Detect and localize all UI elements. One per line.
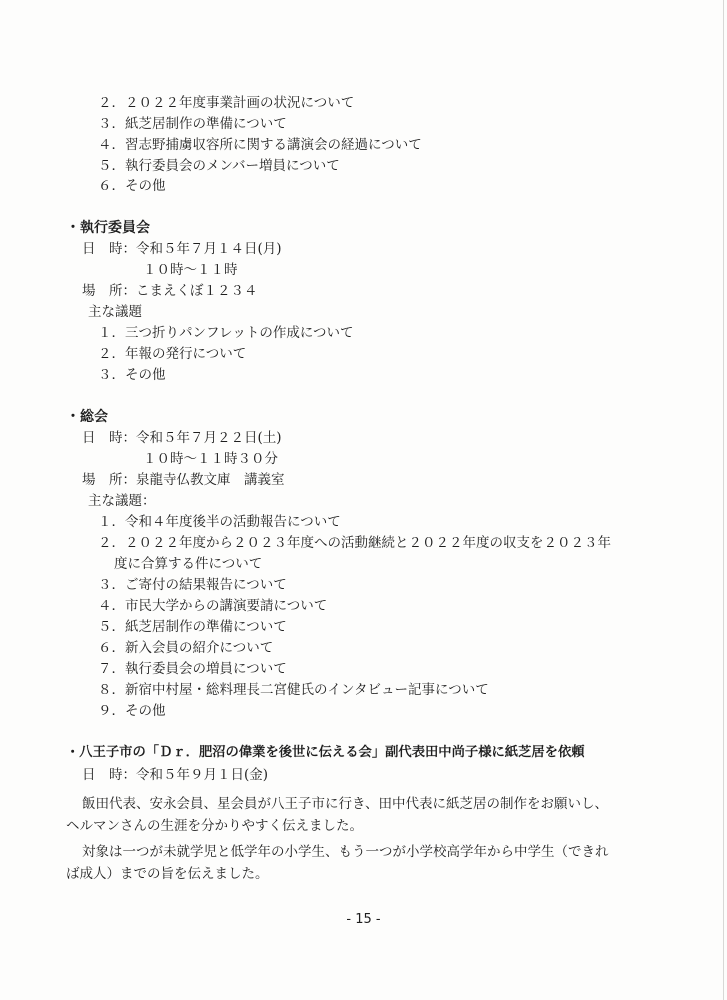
paragraph-line: ヘルマンさんの生涯を分かりやすく伝えました。 bbox=[66, 818, 363, 834]
list-item: ９．その他 bbox=[98, 703, 166, 719]
scan-edge bbox=[723, 0, 724, 1000]
list-item: ８．新宿中村屋・総料理長二宮健氏のインタビュー記事について bbox=[98, 682, 489, 698]
time-line: １０時～１１時 bbox=[143, 262, 238, 278]
list-item-continuation: 度に合算する件について bbox=[114, 556, 263, 572]
list-item: ７．執行委員会の増員について bbox=[98, 661, 287, 677]
list-item: ３．その他 bbox=[98, 367, 166, 383]
list-item: １．三つ折りパンフレットの作成について bbox=[98, 325, 354, 341]
paragraph-line: 対象は一つが未就学児と低学年の小学生、もう一つが小学校高学年から中学生（できれ bbox=[82, 844, 609, 860]
list-item: ６．新入会員の紹介について bbox=[98, 640, 274, 656]
page-number: - 15 - bbox=[346, 912, 381, 927]
list-item: ６．その他 bbox=[98, 178, 166, 194]
list-item: ４．市民大学からの講演要請について bbox=[98, 598, 328, 614]
list-item: １．令和４年度後半の活動報告について bbox=[98, 514, 341, 530]
list-item: ５．執行委員会のメンバー増員について bbox=[98, 158, 340, 174]
list-item: ２．年報の発行について bbox=[98, 346, 247, 362]
list-item: ２．２０２２年度事業計画の状況について bbox=[98, 95, 355, 111]
section-heading: ・執行委員会 bbox=[66, 220, 150, 236]
list-item: ５．紙芝居制作の準備について bbox=[98, 619, 287, 635]
place-line: 場 所：こまえくぼ１２３４ bbox=[82, 283, 258, 299]
paragraph-line: ば成人）までの旨を伝えました。 bbox=[66, 866, 269, 882]
list-item: ４．習志野捕虜収容所に関する講演会の経過について bbox=[98, 137, 422, 153]
paragraph-line: 飯田代表、安永会員、星会員が八王子市に行き、田中代表に紙芝居の制作をお願いし、 bbox=[82, 796, 608, 812]
agenda-label: 主な議題： bbox=[88, 493, 156, 509]
list-item: ３．紙芝居制作の準備について bbox=[98, 116, 287, 132]
date-line: 日 時：令和５年７月２２日(土) bbox=[82, 430, 282, 446]
section-heading: ・八王子市の「Ｄｒ．肥沼の偉業を後世に伝える会」副代表田中尚子様に紙芝居を依頼 bbox=[66, 745, 585, 760]
place-line: 場 所：泉龍寺仏教文庫 講義室 bbox=[82, 472, 285, 488]
list-item: ２．２０２２年度から２０２３年度への活動継続と２０２２年度の収支を２０２３年 bbox=[98, 535, 611, 551]
section-heading: ・総会 bbox=[66, 409, 108, 425]
list-item: ３．ご寄付の結果報告について bbox=[98, 577, 287, 593]
agenda-label: 主な議題 bbox=[88, 304, 142, 320]
date-line: 日 時：令和５年７月１４日(月) bbox=[82, 241, 282, 257]
time-line: １０時～１１時３０分 bbox=[143, 451, 278, 467]
date-line: 日 時：令和５年９月１日(金) bbox=[82, 767, 269, 783]
